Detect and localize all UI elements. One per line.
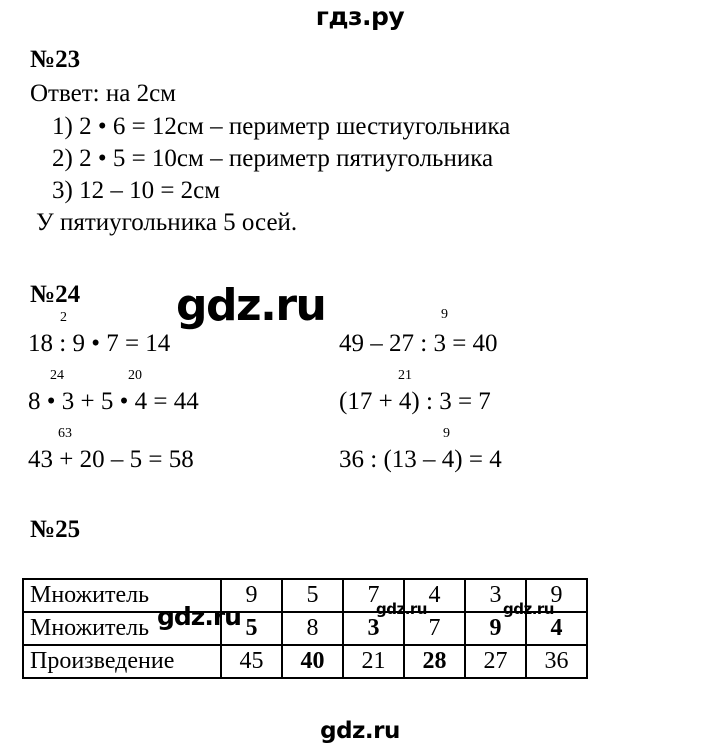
task-24-left-expr-1: 18 : 9 • 7 = 14 bbox=[28, 330, 171, 357]
task-24-left-hint-3a: 63 bbox=[58, 426, 72, 441]
multiplication-table bbox=[22, 578, 588, 679]
table-cell: 3 bbox=[465, 579, 526, 612]
task-23-step-3: 3) 12 – 10 = 2см bbox=[52, 177, 221, 204]
task-23-answer: Ответ: на 2см bbox=[30, 80, 176, 107]
watermark-top: гдз.ру bbox=[315, 2, 405, 31]
task-25-number: №25 bbox=[30, 516, 81, 543]
table-cell: 9 bbox=[465, 612, 526, 645]
multiplication-table-body bbox=[23, 579, 587, 678]
task-24-right-hint-2a: 21 bbox=[398, 368, 412, 383]
table-row-label: Множитель bbox=[23, 579, 221, 612]
watermark-table-mid: gdz.ru bbox=[376, 600, 427, 618]
task-23-step-2: 2) 2 • 5 = 10см – периметр пятиугольника bbox=[52, 145, 494, 172]
task-23-note: У пятиугольника 5 осей. bbox=[36, 209, 298, 236]
task-24-left-hint-2b: 20 bbox=[128, 368, 142, 383]
watermark-table-left: gdz.ru bbox=[157, 602, 241, 631]
task-24-right-expr-2: (17 + 4) : 3 = 7 bbox=[339, 388, 491, 415]
task-24-right-expr-1: 49 – 27 : 3 = 40 bbox=[339, 330, 498, 357]
task-24-right-expr-3: 36 : (13 – 4) = 4 bbox=[339, 446, 502, 473]
watermark-bottom: gdz.ru bbox=[320, 718, 400, 744]
table-cell: 7 bbox=[404, 612, 465, 645]
task-23-step-1: 1) 2 • 6 = 12см – периметр шестиугольника bbox=[52, 113, 511, 140]
table-cell: 5 bbox=[221, 612, 282, 645]
task-24-right-hint-1a: 9 bbox=[441, 307, 448, 322]
table-cell: 21 bbox=[343, 645, 404, 678]
watermark-table-right: gdz.ru bbox=[503, 600, 554, 618]
task-24-right-hint-3a: 9 bbox=[443, 426, 450, 441]
table-cell: 3 bbox=[343, 612, 404, 645]
table-cell: 8 bbox=[282, 612, 343, 645]
task-24-left-hint-2a: 24 bbox=[50, 368, 64, 383]
table-cell: 7 bbox=[343, 579, 404, 612]
table-cell: 45 bbox=[221, 645, 282, 678]
table-cell: 9 bbox=[221, 579, 282, 612]
table-row-label: Множитель bbox=[23, 612, 221, 645]
table-cell: 28 bbox=[404, 645, 465, 678]
task-24-number: №24 bbox=[30, 281, 81, 308]
table-cell: 4 bbox=[526, 612, 587, 645]
task-23-number: №23 bbox=[30, 46, 81, 73]
table-cell: 9 bbox=[526, 579, 587, 612]
table-cell: 36 bbox=[526, 645, 587, 678]
table-cell: 5 bbox=[282, 579, 343, 612]
table-row-label: Произведение bbox=[23, 645, 221, 678]
watermark-center: gdz.ru bbox=[176, 280, 326, 331]
table-cell: 4 bbox=[404, 579, 465, 612]
table-cell: 27 bbox=[465, 645, 526, 678]
task-24-left-hint-1a: 2 bbox=[60, 310, 67, 325]
table-cell: 40 bbox=[282, 645, 343, 678]
task-24-left-expr-2: 8 • 3 + 5 • 4 = 44 bbox=[28, 388, 199, 415]
task-24-left-expr-3: 43 + 20 – 5 = 58 bbox=[28, 446, 194, 473]
table-row bbox=[23, 645, 587, 678]
